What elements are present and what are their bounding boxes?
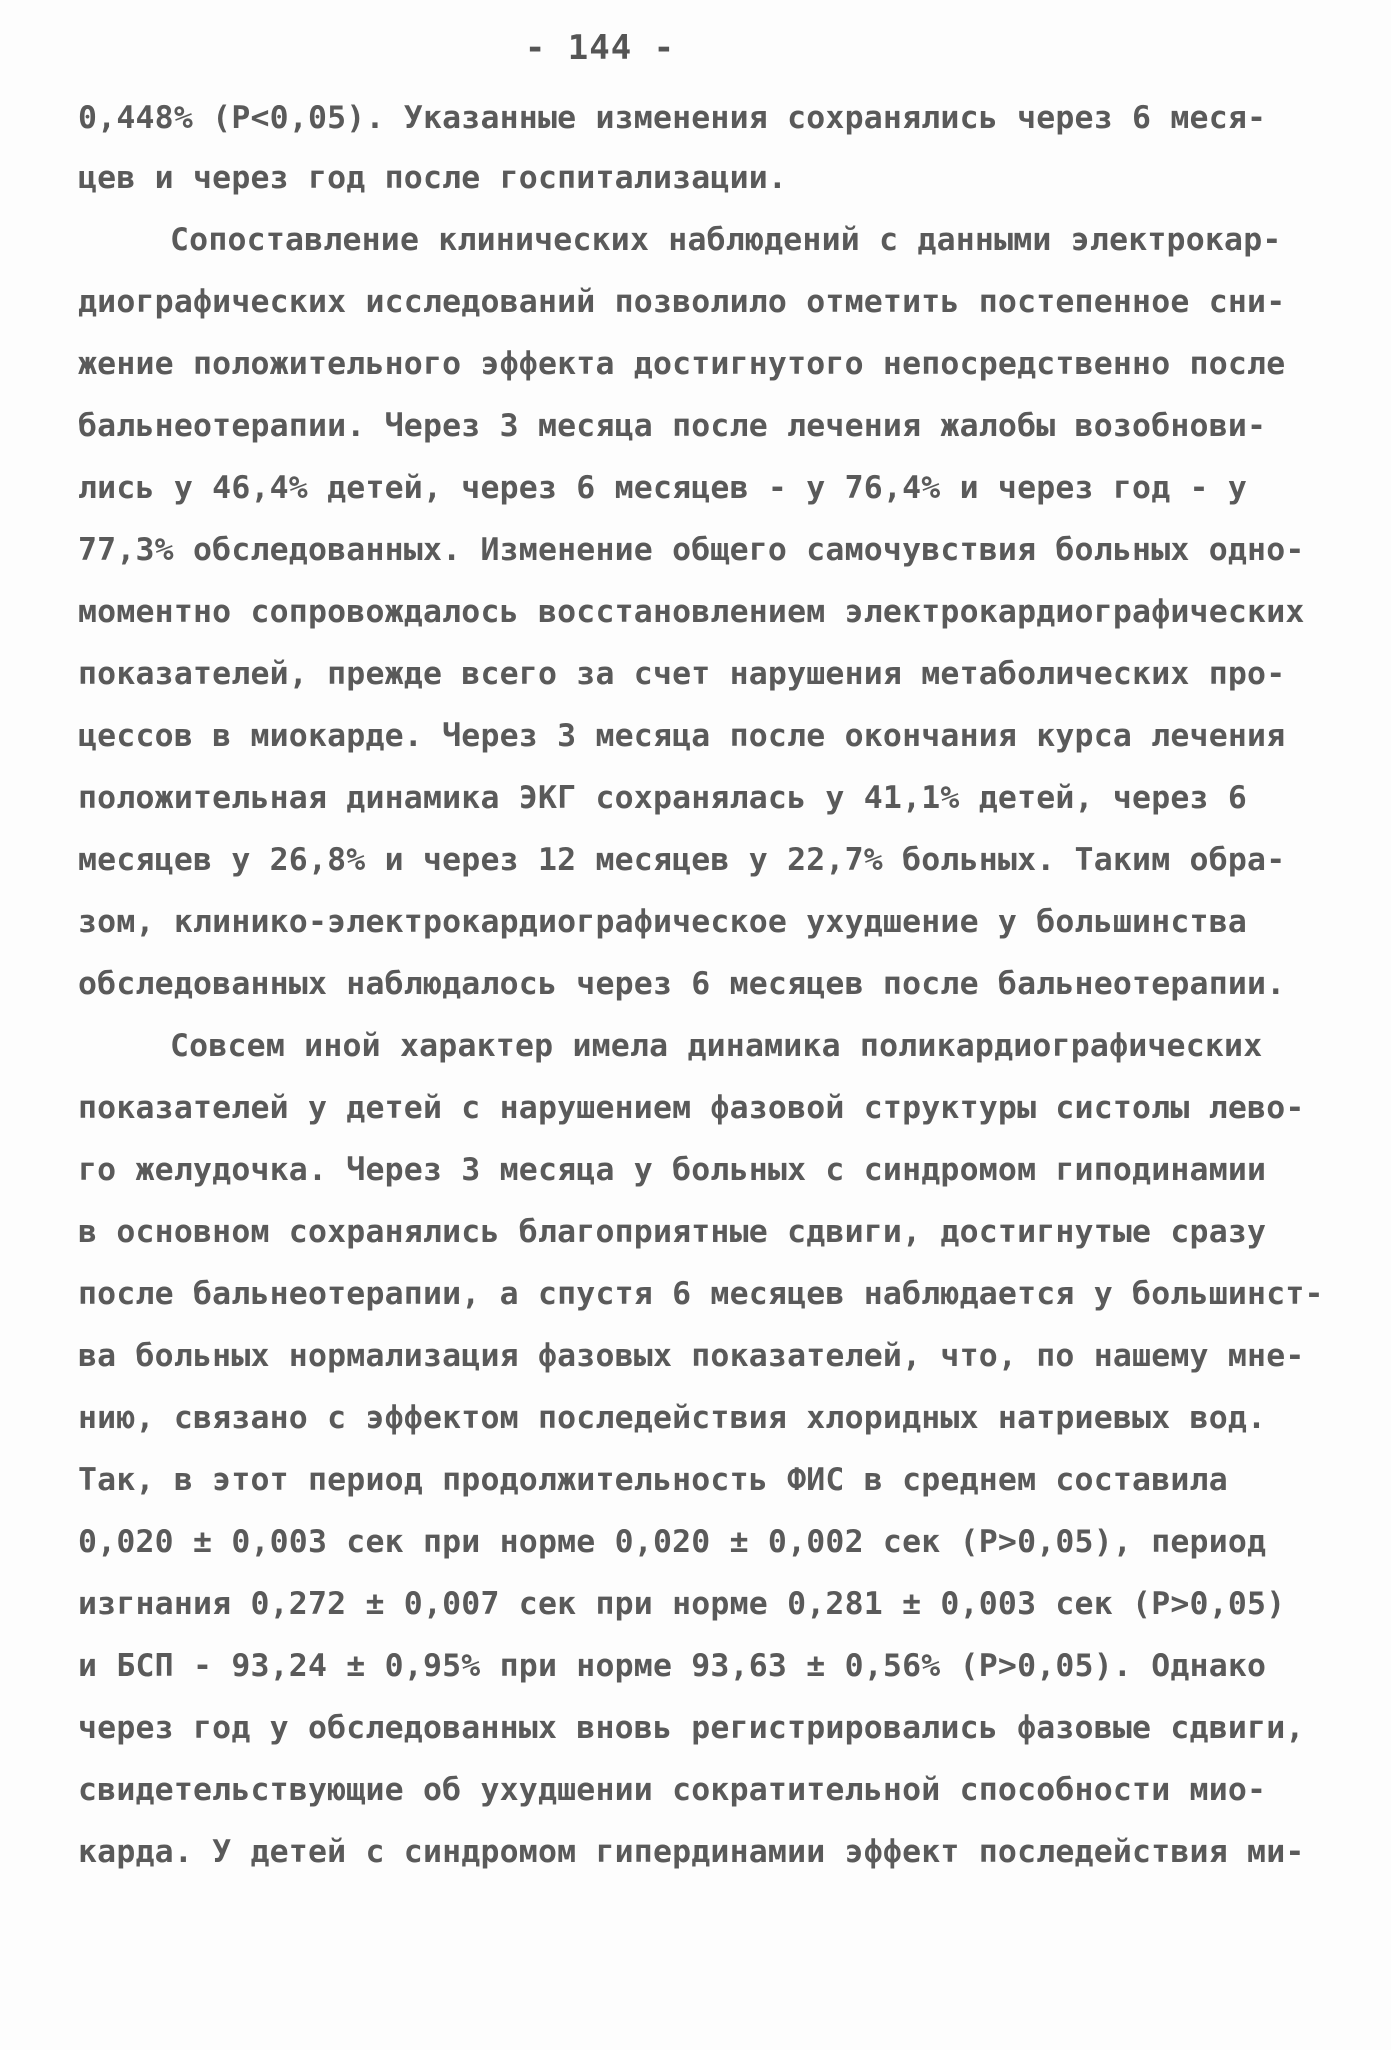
text-line: нию, связано с эффектом последействия хлоридных натриевых вод.: [78, 1400, 1267, 1436]
text-line: жение положительного эффекта достигнутого непосредственно после: [78, 346, 1286, 382]
text-line: положительная динамика ЭКГ сохранялась у 41,1% детей, через 6: [78, 780, 1248, 816]
text-line: бальнеотерапии. Через 3 месяца после лечения жалобы возобнови-: [78, 408, 1267, 444]
text-line: ва больных нормализация фазовых показателей, что, по нашему мне-: [78, 1338, 1305, 1374]
text-line: после бальнеотерапии, а спустя 6 месяцев наблюдается у большинст-: [78, 1276, 1324, 1312]
text-line: лись у 46,4% детей, через 6 месяцев - у 76,4% и через год - у: [78, 470, 1248, 506]
text-line: месяцев у 26,8% и через 12 месяцев у 22,7% больных. Таким обра-: [78, 842, 1286, 878]
text-line: Сопоставление клинических наблюдений с данными электрокар-: [170, 222, 1282, 258]
text-line: Совсем иной характер имела динамика поликардиографических: [170, 1028, 1263, 1064]
text-line: диографических исследований позволило отметить постепенное сни-: [78, 284, 1286, 320]
text-line: и БСП - 93,24 ± 0,95% при норме 93,63 ± 0,56% (Р>0,05). Однако: [78, 1648, 1267, 1684]
text-line: цессов в миокарде. Через 3 месяца после окончания курса лечения: [78, 718, 1286, 754]
text-line: цев и через год после госпитализации.: [78, 160, 788, 196]
text-line: зом, клинико-электрокардиографическое ухудшение у большинства: [78, 904, 1248, 940]
text-line: Так, в этот период продолжительность ФИС в среднем составила: [78, 1462, 1228, 1498]
text-line: изгнания 0,272 ± 0,007 сек при норме 0,281 ± 0,003 сек (Р>0,05): [78, 1586, 1286, 1622]
text-line: 0,448% (Р<0,05). Указанные изменения сохранялись через 6 меся-: [78, 100, 1267, 136]
text-line: показателей, прежде всего за счет нарушения метаболических про-: [78, 656, 1286, 692]
text-line: 77,3% обследованных. Изменение общего самочувствия больных одно-: [78, 532, 1305, 568]
page-number: - 144 -: [524, 28, 676, 68]
text-line: обследованных наблюдалось через 6 месяцев после бальнеотерапии.: [78, 966, 1286, 1002]
text-line: 0,020 ± 0,003 сек при норме 0,020 ± 0,002 сек (Р>0,05), период: [78, 1524, 1267, 1560]
text-line: карда. У детей с синдромом гипердинамии эффект последействия ми-: [78, 1834, 1305, 1870]
text-line: моментно сопровождалось восстановлением электрокардиографических: [78, 594, 1305, 630]
text-line: го желудочка. Через 3 месяца у больных с синдромом гиподинамии: [78, 1152, 1267, 1188]
text-line: свидетельствующие об ухудшении сократительной способности мио-: [78, 1772, 1267, 1808]
text-line: показателей у детей с нарушением фазовой структуры систолы лево-: [78, 1090, 1305, 1126]
text-line: в основном сохранялись благоприятные сдвиги, достигнутые сразу: [78, 1214, 1267, 1250]
text-line: через год у обследованных вновь регистрировались фазовые сдвиги,: [78, 1710, 1305, 1746]
